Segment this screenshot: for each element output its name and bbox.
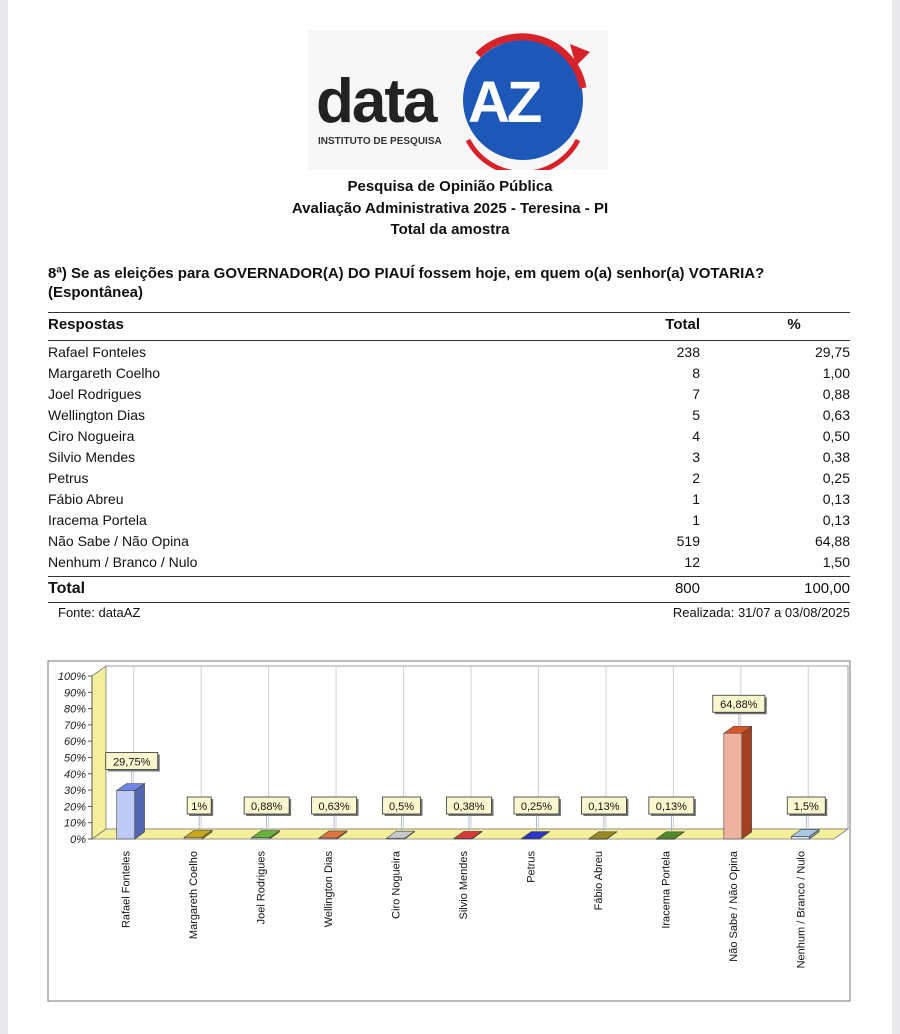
x-tick-label: Wellington Dias: [323, 851, 336, 928]
bar-chart: [8, 0, 892, 1034]
y-tick-label: 30%: [63, 785, 86, 798]
row-pct: 0,25: [822, 470, 850, 486]
row-pct: 0,50: [822, 428, 850, 444]
bar-front: [724, 733, 742, 839]
row-name: Fábio Abreu: [48, 491, 124, 507]
bar-side: [135, 784, 145, 839]
row-pct: 0,63: [822, 407, 850, 423]
x-tick-label: Ciro Nogueira: [390, 851, 403, 919]
header-respostas: Respostas: [48, 316, 124, 333]
row-pct: 0,13: [822, 512, 850, 528]
row-pct: 0,38: [822, 449, 850, 465]
y-tick-label: 90%: [63, 687, 86, 700]
bar-front: [117, 791, 135, 839]
data-label: 64,88%: [720, 699, 758, 712]
row-total: 4: [692, 428, 700, 444]
y-tick-label: 20%: [63, 801, 86, 814]
row-total: 1: [692, 491, 700, 507]
row-total: 2: [692, 470, 700, 486]
data-label: 0,25%: [520, 801, 553, 813]
row-pct: 1,50: [822, 554, 850, 570]
data-label: 0,63%: [318, 801, 350, 813]
total-count: 800: [674, 580, 700, 597]
header-sample: Total da amostra: [390, 221, 510, 238]
row-name: Ciro Nogueira: [48, 428, 135, 444]
x-tick-label: Iracema Portela: [660, 851, 673, 929]
row-total: 7: [692, 386, 700, 402]
row-name: Petrus: [48, 470, 89, 486]
header-total: Total: [665, 316, 700, 333]
row-total: 519: [676, 533, 700, 549]
y-tick-label: 0%: [70, 834, 86, 846]
y-tick-label: 70%: [63, 719, 86, 732]
row-total: 8: [692, 365, 700, 381]
y-tick-label: 80%: [63, 703, 86, 716]
bar-front: [791, 837, 809, 839]
row-name: Iracema Portela: [48, 512, 147, 528]
x-tick-label: Fábio Abreu: [592, 851, 605, 911]
bar-side: [742, 726, 752, 839]
x-tick-label: Petrus: [525, 851, 538, 883]
y-tick-label: 60%: [63, 736, 86, 749]
row-pct: 1,00: [822, 365, 850, 381]
row-pct: 64,88: [814, 533, 850, 549]
row-name: Não Sabe / Não Opina: [48, 533, 189, 549]
row-total: 1: [692, 512, 700, 528]
row-total: 12: [684, 554, 700, 570]
header-subtitle: Avaliação Administrativa 2025 - Teresina - PI: [291, 199, 609, 217]
fieldwork-date: Realizada: 31/07 a 03/08/2025: [672, 605, 850, 620]
total-pct: 100,00: [804, 580, 850, 597]
header-pct: %: [787, 316, 801, 333]
chart-side-wall: [92, 666, 106, 839]
x-tick-label: Margareth Coelho: [188, 851, 201, 940]
x-tick-label: Rafael Fonteles: [120, 851, 133, 929]
svg-text:INSTITUTO DE PESQUISA: INSTITUTO DE PESQUISA: [318, 136, 442, 147]
y-tick-label: 40%: [63, 768, 86, 781]
question-line-2: (Espontânea): [48, 284, 144, 301]
data-label: 0,38%: [453, 801, 485, 813]
data-label: 0,88%: [251, 801, 283, 813]
data-label: 0,13%: [588, 801, 620, 813]
header-title: Pesquisa de Opinião Pública: [347, 178, 553, 195]
row-name: Rafael Fonteles: [48, 344, 147, 360]
x-tick-label: Silvio Mendes: [458, 851, 470, 920]
row-name: Nenhum / Branco / Nulo: [48, 554, 198, 570]
report-page: [8, 0, 892, 1034]
row-name: Margareth Coelho: [48, 365, 161, 381]
row-name: Silvio Mendes: [48, 449, 136, 465]
data-label: 1,5%: [793, 801, 819, 813]
row-pct: 0,13: [822, 491, 850, 507]
y-tick-label: 100%: [57, 671, 86, 683]
svg-text:AZ: AZ: [468, 70, 540, 135]
data-label: 1%: [191, 801, 208, 813]
data-label: 0,5%: [389, 801, 415, 813]
x-tick-label: Joel Rodrigues: [255, 851, 268, 925]
x-tick-label: Não Sabe / Não Opina: [727, 851, 740, 962]
row-name: Wellington Dias: [48, 407, 146, 423]
row-total: 3: [692, 449, 700, 465]
x-tick-label: Nenhum / Branco / Nulo: [795, 851, 808, 969]
data-label: 0,13%: [655, 801, 687, 813]
y-tick-label: 50%: [63, 752, 86, 765]
data-label: 29,75%: [113, 756, 151, 769]
row-total: 5: [692, 407, 700, 423]
row-pct: 0,88: [822, 386, 850, 402]
source-note: Fonte: dataAZ: [58, 605, 141, 620]
row-total: 238: [676, 344, 700, 360]
svg-text:data: data: [316, 67, 436, 136]
row-name: Joel Rodrigues: [48, 386, 142, 402]
row-pct: 29,75: [814, 344, 850, 360]
total-label: Total: [48, 580, 86, 597]
y-tick-label: 10%: [63, 817, 86, 830]
question-line-1: 8ª) Se as eleições para GOVERNADOR(A) DO PIAUÍ fossem hoje, em quem o(a) senhor(a) VOTARIA?: [48, 265, 765, 282]
